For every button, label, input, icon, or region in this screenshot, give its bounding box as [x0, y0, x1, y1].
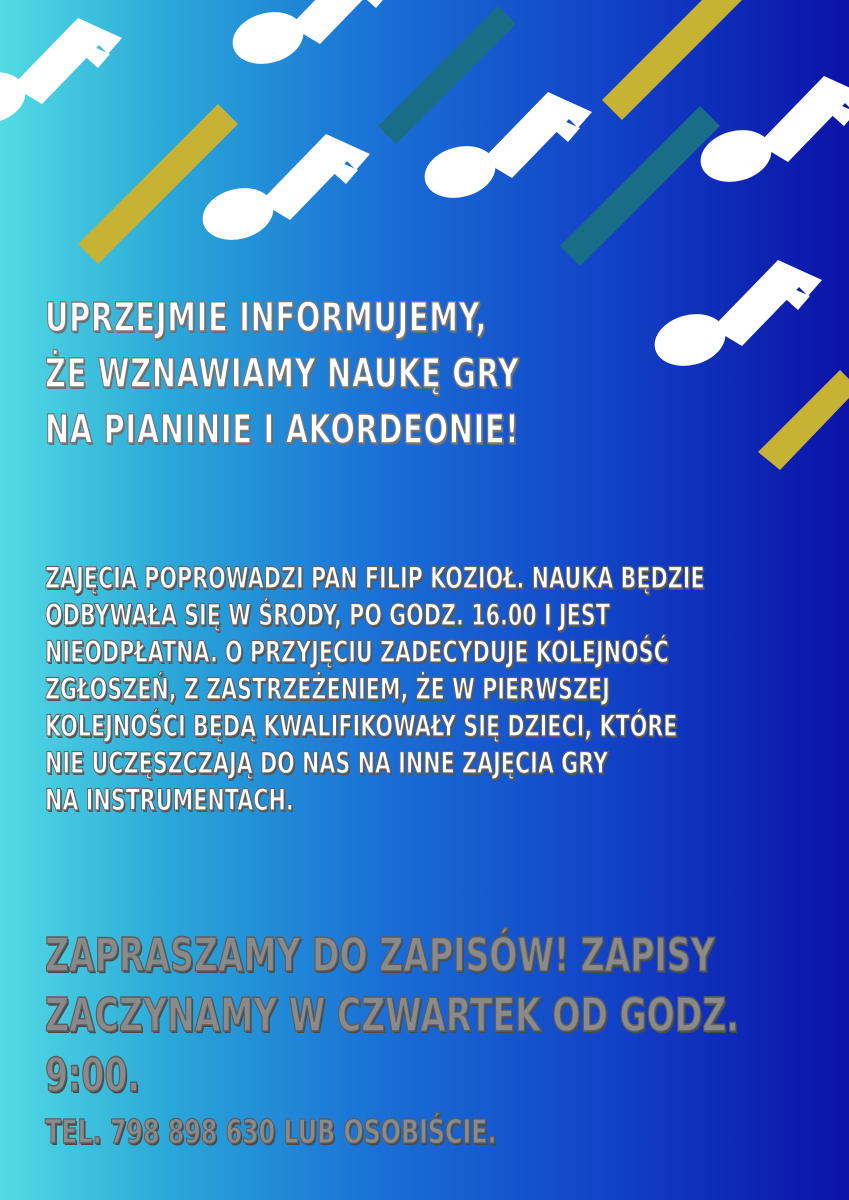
invite-line: ZACZYNAMY W CZWARTEK OD GODZ. — [45, 988, 739, 1042]
gold-stripe — [602, 0, 742, 120]
info-line: ODBYWAŁA SIĘ W ŚRODY, PO GODZ. 16.00 I JEST — [45, 598, 610, 632]
gold-stripe — [78, 104, 238, 264]
teal-stripe — [560, 106, 720, 266]
info-line: KOLEJNOŚCI BĘDĄ KWALIFIKOWAŁY SIĘ DZIECI, KTÓRE — [45, 709, 678, 743]
music-note-icon — [197, 134, 370, 247]
info-line: NIE UCZĘSZCZAJĄ DO NAS NA INNE ZAJĘCIA GRY — [45, 746, 609, 780]
info-line: NA INSTRUMENTACH. — [45, 783, 294, 817]
headline-line: NA PIANINIE I AKORDEONIE! — [45, 407, 520, 453]
music-note-icon — [0, 18, 122, 131]
info-line: ZAJĘCIA POPROWADZI PAN FILIP KOZIOŁ. NAUKA BĘDZIE — [45, 561, 705, 595]
info-line: NIEODPŁATNA. O PRZYJĘCIU ZADECYDUJE KOLEJNOŚĆ — [45, 635, 669, 669]
headline — [45, 290, 679, 458]
invite-line: 9:00. — [45, 1048, 140, 1102]
music-note-icon — [419, 92, 592, 205]
music-note-icon — [227, 0, 400, 71]
contact-phone: TEL. 798 898 630 LUB OSOBIŚCIE. — [45, 1112, 497, 1151]
music-note-icon — [695, 76, 849, 189]
teal-stripe — [378, 6, 516, 144]
info-line: ZGŁOSZEŃ, Z ZASTRZEŻENIEM, ŻE W PIERWSZEJ — [45, 672, 610, 706]
invite-line: ZAPRASZAMY DO ZAPISÓW! ZAPISY — [45, 928, 715, 982]
info-paragraph — [45, 560, 803, 819]
registration-invite — [45, 925, 739, 1105]
gold-stripe — [758, 370, 849, 470]
headline-line: UPRZEJMIE INFORMUJEMY, — [45, 295, 488, 341]
headline-line: ŻE WZNAWIAMY NAUKĘ GRY — [45, 351, 520, 397]
